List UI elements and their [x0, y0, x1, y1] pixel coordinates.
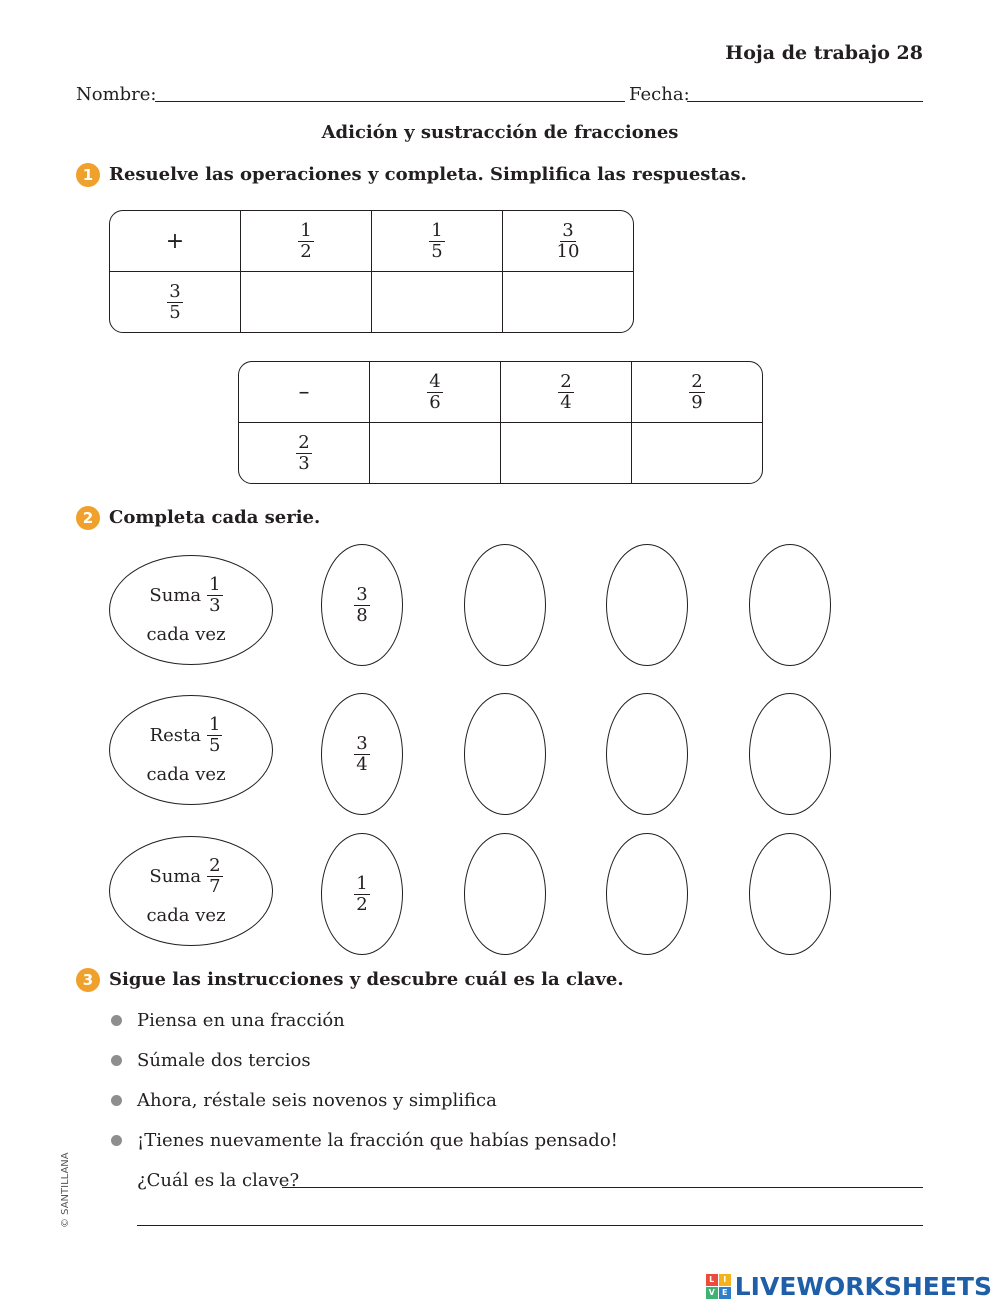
- addition-table: [109, 210, 634, 333]
- row-header-cell: [110, 272, 241, 332]
- name-label: Nombre:: [76, 84, 157, 105]
- bullet-icon: [111, 1055, 122, 1066]
- fraction: $\frac{1}{2}$: [300, 219, 312, 262]
- sheet-id: Hoja de trabajo 28: [725, 42, 923, 64]
- exercise-1-instruction: Resuelve las operaciones y completa. Simplifica las respuestas.: [109, 164, 747, 185]
- bullet-icon: [111, 1135, 122, 1146]
- series-answer-oval[interactable]: [606, 693, 688, 815]
- answer-cell[interactable]: [501, 423, 632, 483]
- row-header-cell: [239, 423, 370, 483]
- bullet-icon: [111, 1015, 122, 1026]
- exercise-3-badge: 3: [76, 968, 100, 992]
- series-start-oval: [321, 833, 403, 955]
- name-field[interactable]: [155, 101, 625, 102]
- header-cell: [372, 211, 503, 272]
- answer-cell[interactable]: [241, 272, 372, 332]
- series-answer-oval[interactable]: [464, 544, 546, 666]
- step-item: Ahora, réstale seis novenos y simplifica: [137, 1090, 497, 1111]
- series-answer-oval[interactable]: [464, 693, 546, 815]
- header-cell: [503, 211, 633, 272]
- fraction: $\frac{1}{2}$: [356, 872, 368, 915]
- series-tail: cada vez: [146, 905, 226, 926]
- fraction: $\frac{1}{5}$: [208, 714, 221, 756]
- series-tail: cada vez: [146, 764, 226, 785]
- series-rule-oval: [109, 836, 273, 946]
- header-cell: [241, 211, 372, 272]
- step-item: Súmale dos tercios: [137, 1050, 311, 1071]
- answer-cell[interactable]: [503, 272, 633, 332]
- operator-cell: [110, 211, 241, 272]
- header-cell: [501, 362, 632, 423]
- series-verb: Suma: [149, 866, 202, 887]
- answer-line[interactable]: [137, 1225, 923, 1226]
- brand-logo: [706, 1272, 992, 1301]
- header-cell: [370, 362, 501, 423]
- series-tail: cada vez: [146, 624, 226, 645]
- answer-cell[interactable]: [370, 423, 501, 483]
- series-start-oval: [321, 693, 403, 815]
- step-item: Piensa en una fracción: [137, 1010, 345, 1031]
- series-start-oval: [321, 544, 403, 666]
- fraction: $\frac{3}{10}$: [556, 219, 580, 262]
- fraction: $\frac{2}{3}$: [298, 431, 310, 474]
- exercise-1-badge: 1: [76, 163, 100, 187]
- exercise-2-instruction: Completa cada serie.: [109, 507, 321, 528]
- answer-cell[interactable]: [372, 272, 503, 332]
- answer-cell[interactable]: [632, 423, 762, 483]
- fraction: $\frac{3}{5}$: [169, 280, 181, 323]
- series-verb: Resta: [149, 725, 201, 746]
- fraction: $\frac{3}{4}$: [356, 732, 368, 775]
- operator-cell: [239, 362, 370, 423]
- minus-sign: –: [298, 379, 310, 405]
- date-field[interactable]: [687, 101, 923, 102]
- fraction: $\frac{2}{7}$: [209, 855, 221, 897]
- series-verb: Suma: [149, 585, 202, 606]
- step-item: ¡Tienes nuevamente la fracción que habías pensado!: [137, 1130, 618, 1151]
- series-answer-oval[interactable]: [464, 833, 546, 955]
- fraction: $\frac{1}{5}$: [431, 219, 443, 262]
- series-answer-oval[interactable]: [749, 833, 831, 955]
- answer-line[interactable]: [282, 1187, 923, 1188]
- series-answer-oval[interactable]: [749, 693, 831, 815]
- header-cell: [632, 362, 762, 423]
- fraction: $\frac{2}{9}$: [691, 370, 703, 413]
- bullet-icon: [111, 1095, 122, 1106]
- series-answer-oval[interactable]: [606, 544, 688, 666]
- date-label: Fecha:: [629, 84, 690, 105]
- exercise-3-instruction: Sigue las instrucciones y descubre cuál es la clave.: [109, 969, 624, 990]
- exercise-2-badge: 2: [76, 506, 100, 530]
- fraction: $\frac{3}{8}$: [356, 583, 368, 626]
- plus-sign: +: [165, 228, 185, 254]
- worksheet-title: Adición y sustracción de fracciones: [321, 122, 679, 143]
- fraction: $\frac{4}{6}$: [429, 370, 441, 413]
- series-rule-oval: [109, 695, 273, 805]
- brand-name: LIVEWORKSHEETS: [734, 1272, 992, 1301]
- copyright-notice: © SANTILLANA: [60, 1152, 71, 1228]
- subtraction-table: [238, 361, 763, 484]
- series-answer-oval[interactable]: [749, 544, 831, 666]
- series-answer-oval[interactable]: [606, 833, 688, 955]
- key-question: ¿Cuál es la clave?: [137, 1170, 300, 1191]
- fraction: $\frac{1}{3}$: [209, 574, 221, 616]
- brand-icon: L I V E: [706, 1274, 731, 1299]
- fraction: $\frac{2}{4}$: [560, 370, 572, 413]
- series-rule-oval: [109, 555, 273, 665]
